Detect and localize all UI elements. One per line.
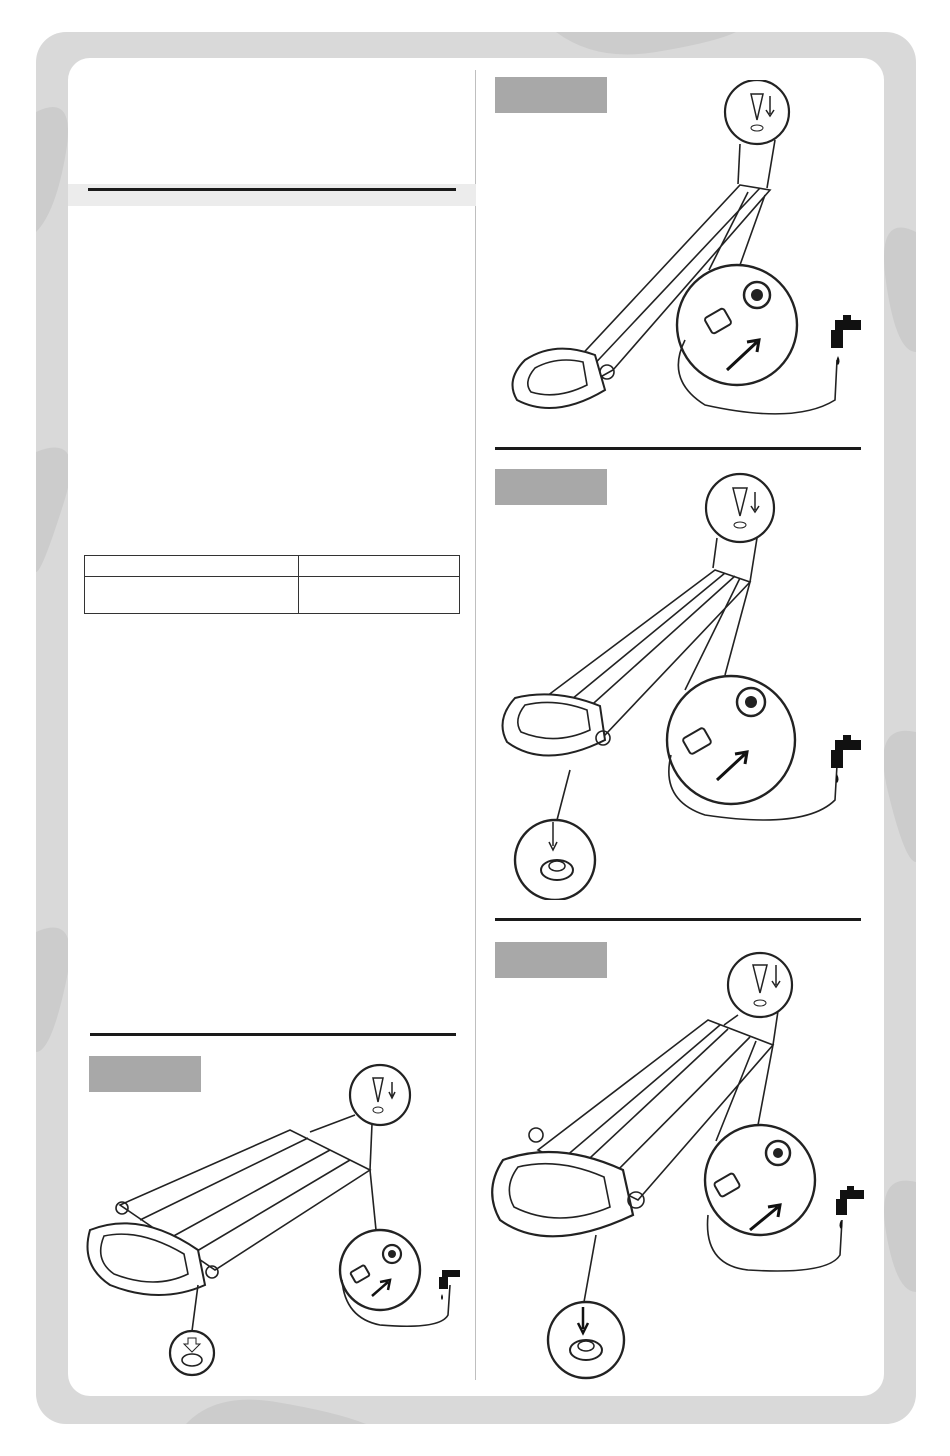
section-rule bbox=[88, 188, 456, 191]
table-row bbox=[85, 577, 460, 614]
slide-illustration-step-3 bbox=[495, 470, 875, 900]
slide-illustration-step-2 bbox=[495, 80, 875, 430]
table-header-cell bbox=[299, 556, 460, 577]
faucet-icon bbox=[831, 735, 861, 783]
step-rule bbox=[495, 918, 861, 921]
table-header-cell bbox=[85, 556, 299, 577]
step-rule bbox=[90, 1033, 456, 1036]
table-cell bbox=[299, 577, 460, 614]
water-drop-icon bbox=[441, 1294, 443, 1300]
hose-connector-callout bbox=[677, 265, 797, 385]
spec-table bbox=[84, 555, 460, 614]
faucet-icon bbox=[831, 315, 861, 365]
slide-illustration-step-4 bbox=[488, 945, 878, 1385]
column-divider bbox=[475, 70, 476, 1380]
step-rule bbox=[495, 447, 861, 450]
faucet-icon bbox=[836, 1186, 864, 1229]
table-cell bbox=[85, 577, 299, 614]
slide-illustration-step-1 bbox=[80, 1060, 470, 1390]
table-row bbox=[85, 556, 460, 577]
